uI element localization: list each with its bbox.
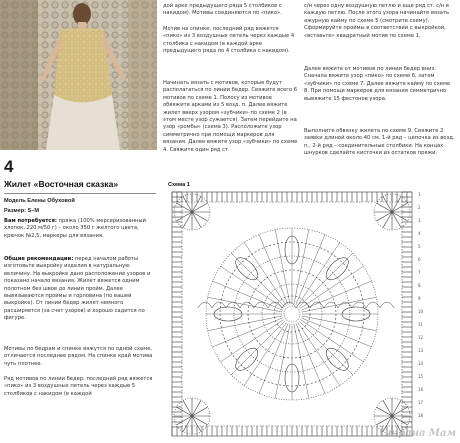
row-number: 1 [418,192,421,197]
row-number: 9 [418,296,421,301]
row-number: 17 [418,400,424,405]
page-number: 4 [4,157,14,176]
col3-paragraph-b: Далее вяжите от мотивов по линии бедер вниз. Сначала вяжите узор «пико» по схеме 6, затем «зубчики» по схеме 7. Далее вяжите кайму по схеме 8. При помощи маркеров для вязания симметрично вывяжите 15 фестонов узора. [304,66,451,102]
row-number: 2 [418,205,421,210]
row-number: 6 [418,257,421,262]
col2-paragraph-b: Мотив на спинке: последний ряд вяжется «пико» из 3 воздушных петель через каждые 4 столбика с накидом (в каждой арке предыдущего ряда по 4 столбика с накидом). [163,26,295,55]
crochet-square-motif-icon [168,188,416,440]
row-number: 4 [418,231,421,236]
materials-text: пряжа (100% мерсеризованный хлопок, 220 м/50 г) – около 350 г желтого цвета, крючок №2,5, маркеры для вязания. [4,218,146,239]
title-divider [4,193,156,194]
row-number: 12 [418,335,424,340]
watermark-logo: Страна Мам [379,428,456,439]
row-number: 15 [418,374,424,379]
advice-text: перед началом работы изготовьте выкройку изделия в натуральную величину. На выкройке дано расположение узоров и показано начало вязания. Жилет вяжется одним полотном без швов до линии пройм. Далее вывязываются проймы и горловина (по вашей выкройке). От линии бедер жилет немного расширяется (за счет узоров) и хорошо садится по фигуре. [4,256,151,322]
materials-label: Вам потребуется: [4,218,57,224]
advice-label: Общие рекомендации: [4,256,74,262]
vest-model-photo [0,0,157,150]
row-number: 7 [418,270,421,275]
row-number: 13 [418,348,424,353]
row-number: 11 [418,322,424,327]
motifs-paragraph: Мотивы по бедрам и спинке вяжутся по одной схеме, отличается последнее рядом. На спинке край мотива чуть плотнее. [4,346,153,367]
hip-row-paragraph: Ряд мотивов по линии бедер: последний ряд вяжется «пико» из 3 воздушных петель через каждые 5 столбиков с накидом (в каждой [4,376,153,397]
row-number: 16 [418,387,424,392]
designer-credit: Модель Елены Обуховой [4,198,75,204]
row-number: 3 [418,218,421,223]
col3-paragraph-a: с/н через одну воздушную петлю и еще ряд ст. с/н в каждую петлю. После этого узора начинайте вязать ажурную кайму по схеме 5 (смотрите схему). Сформируйте проймы в соответствии с выкройкой, «вставьте» квадратный мотив по схеме 1. [304,3,450,39]
pattern-title: Жилет «Восточная сказка» [4,179,119,189]
row-number: 18 [418,413,424,418]
col2-paragraph-c: Начинать вязать с мотивов, которые будут располагаться по линии бедер. Свяжите всего 6 мотивов по схеме 1. Полосу из мотивов обвяжите арками из 5 возд. п. Далее вяжите жилет вверх узором «зубчики» по схеме 2 (в этом месте узор сужается). Затем перейдите на узор «ромбы» (схема 3). Расположите узор симметрично при помощи маркеров для вязания. Далее вяжите узор «зубчики» по схеме 4. Свяжите один ряд ст. [163,80,298,153]
row-number: 5 [418,244,421,249]
row-number: 14 [418,361,424,366]
advice-paragraph [4,256,156,323]
col3-paragraph-c: Выполните обвязку жилета по схеме 9. Свяжите 2 заявки длиной около 40 см. 1-й ряд – цепочка из возд. п., 2-й ряд – соединительные столбики. На концах шнурков сделайте кисточки из остатков пряжи. [304,128,455,157]
size-info: Размер: S–M [4,208,40,214]
col2-paragraph-a: дой арке предыдущего ряда 5 столбиков с накидом). Мотивы соединяются по «пико». [163,3,282,17]
row-number: 8 [418,283,421,288]
materials-paragraph [4,218,156,240]
row-number: 10 [418,309,424,314]
scheme-label: Схема 1 [168,182,190,188]
